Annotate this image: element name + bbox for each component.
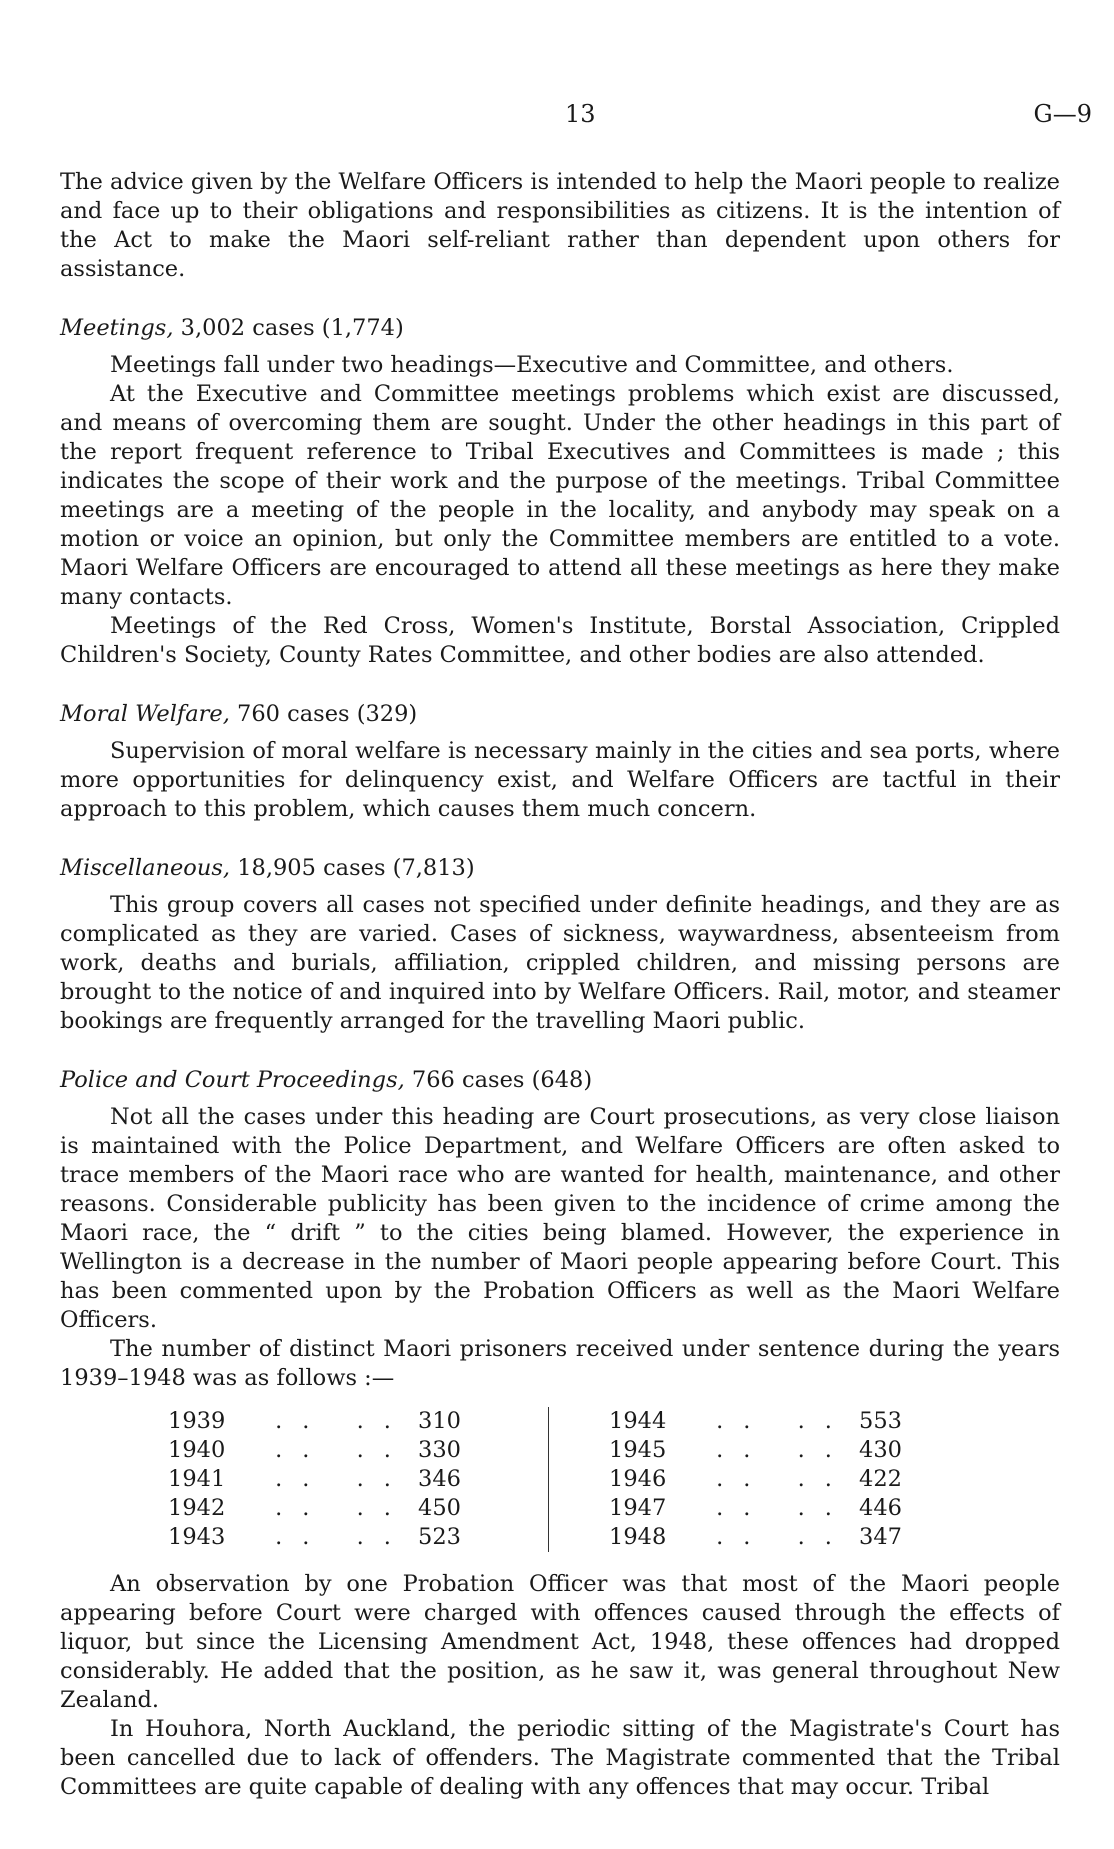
count-cell: 430 — [859, 1437, 902, 1463]
meetings-paragraph-1: Meetings fall under two headings—Executive and Committee, and others. — [110, 352, 954, 378]
police-court-heading-title: Police and Court Proceedings, — [60, 1067, 405, 1093]
police-court-paragraph-1: Not all the cases under this heading are Court prosecutions, as very close liaison is maintained with the Police Department, and Welfare Officers are often asked to trace members of the Maori race who are wanted for health, maintenance, and other reasons. Considerable publicity has been given to the incidence of crime among the Maori race, the “ drift ” to the cities being blamed. However, the experience in Wellington is a decrease in the number of Maori people appearing before Court. This has been commented upon by the Probation Officers as well as the Maori Welfare Officers. — [60, 1104, 1060, 1333]
year-cell: 1945 — [609, 1437, 667, 1463]
year-cell: 1943 — [168, 1524, 226, 1550]
year-cell: 1941 — [168, 1466, 226, 1492]
table-row — [168, 1494, 929, 1523]
table-row — [168, 1523, 929, 1552]
count-cell: 422 — [859, 1466, 902, 1492]
year-cell: 1940 — [168, 1437, 226, 1463]
year-cell: 1946 — [609, 1466, 667, 1492]
police-court-heading-stats: 766 cases (648) — [411, 1067, 593, 1093]
page-content — [60, 168, 1060, 1802]
count-cell: 310 — [418, 1408, 461, 1434]
leader-dots: .. .. — [716, 1437, 852, 1463]
moral-welfare-paragraph: Supervision of moral welfare is necessary mainly in the cities and sea ports, where more opportunities for delinquency exist, and Welfare Officers are tactful in their approach to this problem, which causes them much concern. — [60, 738, 1060, 822]
leader-dots: .. .. — [275, 1437, 411, 1463]
meetings-paragraph-2: At the Executive and Committee meetings problems which exist are discussed, and means of overcoming them are sought. Under the other headings in this part of the report frequent reference to Tribal Executives and Committees is made ; this indicates the scope of their work and the purpose of the meetings. Tribal Committee meetings are a meeting of the people in the locality, and anybody may speak on a motion or voice an opinion, but only the Committee members are entitled to a vote. Maori Welfare Officers are encouraged to attend all these meetings as here they make many contacts. — [60, 381, 1060, 610]
miscellaneous-paragraph: This group covers all cases not specified under definite headings, and they are as complicated as they are varied. Cases of sickness, waywardness, absenteeism from work, deaths and burials, affiliation, crippled children, and missing persons are brought to the notice of and inquired into by Welfare Officers. Rail, motor, and steamer bookings are frequently arranged for the travelling Maori public. — [60, 892, 1060, 1034]
column-divider — [488, 1465, 549, 1494]
miscellaneous-heading — [60, 854, 1060, 883]
year-cell: 1944 — [609, 1408, 667, 1434]
police-court-paragraph-2: The number of distinct Maori prisoners received under sentence during the years 1939–1948 was as follows :— — [60, 1336, 1060, 1391]
moral-welfare-heading-stats: 760 cases (329) — [237, 701, 418, 727]
leader-dots: .. .. — [275, 1408, 411, 1434]
table-row — [168, 1465, 929, 1494]
police-court-paragraph-4: In Houhora, North Auckland, the periodic sitting of the Magistrate's Court has been cancelled due to lack of offenders. The Magistrate commented that the Tribal Committees are quite capable of dealing with any offences that may occur. Tribal — [60, 1716, 1060, 1800]
year-cell: 1942 — [168, 1495, 226, 1521]
count-cell: 446 — [859, 1495, 902, 1521]
document-code: G—9 — [1033, 100, 1092, 128]
count-cell: 347 — [859, 1524, 902, 1550]
meetings-heading-stats: 3,002 cases (1,774) — [180, 315, 404, 341]
count-cell: 450 — [418, 1495, 461, 1521]
count-cell: 346 — [418, 1466, 461, 1492]
column-divider — [488, 1523, 549, 1552]
count-cell: 553 — [859, 1408, 902, 1434]
year-cell: 1947 — [609, 1495, 667, 1521]
column-divider — [488, 1494, 549, 1523]
prisoners-table — [168, 1407, 929, 1552]
police-court-paragraph-3: An observation by one Probation Officer was that most of the Maori people appearing before Court were charged with offences caused through the effects of liquor, but since the Licensing Amendment Act, 1948, these offences had dropped considerably. He added that the position, as he saw it, was general throughout New Zealand. — [60, 1571, 1060, 1713]
leader-dots: .. .. — [716, 1408, 852, 1434]
leader-dots: .. .. — [716, 1524, 852, 1550]
meetings-paragraph-3: Meetings of the Red Cross, Women's Institute, Borstal Association, Crippled Children's Society, County Rates Committee, and other bodies are also attended. — [60, 613, 1060, 668]
police-court-heading — [60, 1066, 1060, 1095]
year-cell: 1939 — [168, 1408, 226, 1434]
meetings-heading — [60, 314, 1060, 343]
table-row — [168, 1436, 929, 1465]
column-divider — [488, 1407, 549, 1436]
leader-dots: .. .. — [275, 1466, 411, 1492]
year-cell: 1948 — [609, 1524, 667, 1550]
count-cell: 523 — [418, 1524, 461, 1550]
meetings-heading-title: Meetings, — [60, 315, 174, 341]
column-divider — [488, 1436, 549, 1465]
miscellaneous-heading-stats: 18,905 cases (7,813) — [237, 855, 475, 881]
table-row — [168, 1407, 929, 1436]
leader-dots: .. .. — [275, 1495, 411, 1521]
leader-dots: .. .. — [716, 1466, 852, 1492]
miscellaneous-heading-title: Miscellaneous, — [60, 855, 231, 881]
leader-dots: .. .. — [716, 1495, 852, 1521]
page-number: 13 — [565, 100, 596, 128]
leader-dots: .. .. — [275, 1524, 411, 1550]
moral-welfare-heading — [60, 700, 1060, 729]
moral-welfare-heading-title: Moral Welfare, — [60, 701, 230, 727]
intro-paragraph: The advice given by the Welfare Officers is intended to help the Maori people to realize and face up to their obligations and responsibilities as citizens. It is the intention of the Act to make the Maori self-reliant rather than dependent upon others for assistance. — [60, 169, 1060, 282]
count-cell: 330 — [418, 1437, 461, 1463]
